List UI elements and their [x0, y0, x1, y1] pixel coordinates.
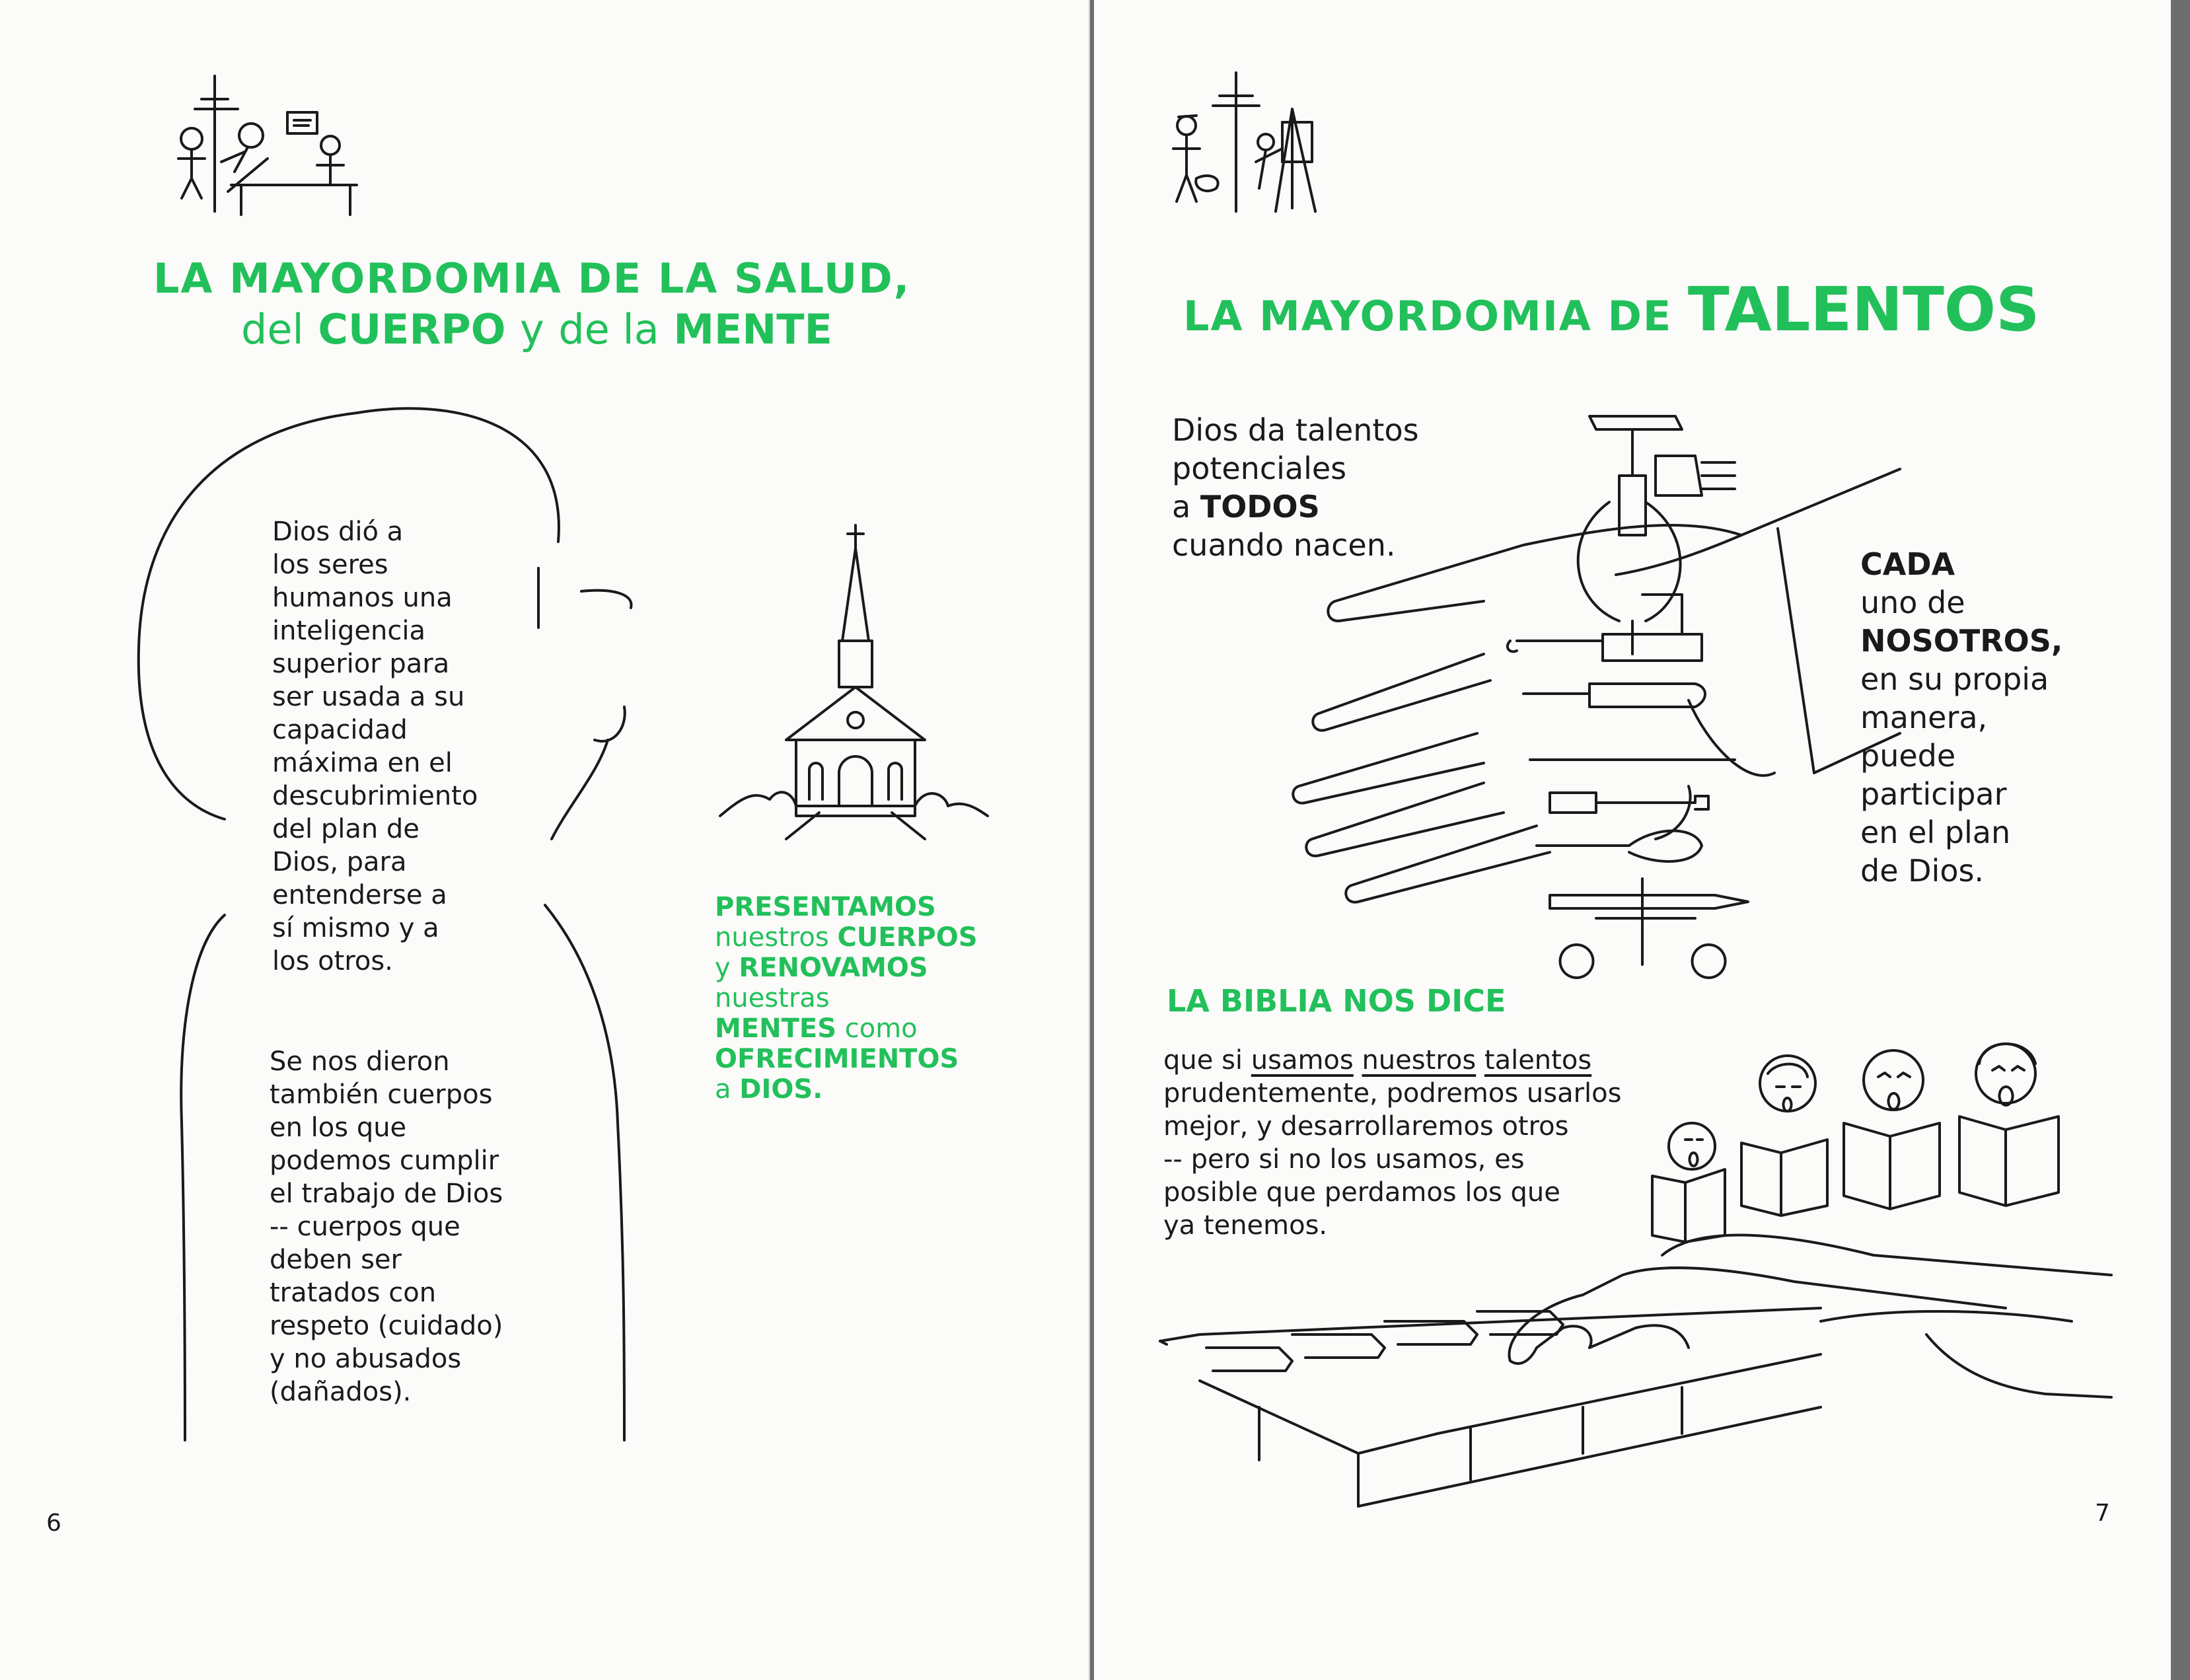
callout-line: nuestras	[715, 983, 830, 1013]
church-icon	[713, 522, 998, 839]
text-line: Dios da talentos	[1172, 412, 1419, 448]
paragraph-intelligence	[272, 515, 478, 978]
piano-hands-icon	[1160, 1235, 2111, 1513]
text-line: puede	[1860, 738, 1956, 774]
choir-icon	[1639, 1024, 2115, 1255]
text-line: posible que perdamos los que	[1163, 1177, 1560, 1208]
callout-part: RENOVAMOS	[739, 953, 928, 983]
text-line	[1163, 1044, 1621, 1077]
left-page	[0, 0, 1090, 1680]
callout-part: MENTES	[715, 1013, 837, 1044]
text-part: nuestros	[1362, 1045, 1477, 1076]
text-line: capacidad	[272, 715, 408, 745]
text-line: del plan de	[272, 814, 420, 844]
text-line: prudentemente, podremos usarlos	[1163, 1078, 1622, 1109]
text-line: Dios dió a	[272, 517, 404, 547]
title-del: del	[241, 305, 304, 353]
callout-part: y	[715, 953, 739, 983]
text-line: tratados con	[270, 1278, 437, 1308]
text-line: también cuerpos	[270, 1079, 493, 1110]
text-line: cuando nacen.	[1172, 527, 1396, 563]
callout-line	[715, 953, 978, 983]
text-part: usamos	[1251, 1045, 1354, 1076]
text-line: CADA	[1860, 546, 1955, 582]
callout-part: nuestros	[715, 922, 838, 953]
callout-part: DIOS.	[739, 1074, 823, 1105]
text-line: participar	[1860, 776, 2007, 812]
text-line: en el plan	[1860, 815, 2011, 850]
right-page	[1094, 0, 2171, 1680]
text-part: talentos	[1484, 1045, 1592, 1076]
cross-artist-icon	[1160, 69, 1338, 215]
title-main: LA MAYORDOMIA DE	[1183, 292, 1673, 340]
page-number: 7	[2095, 1500, 2110, 1527]
bible-heading: LA BIBLIA NOS DICE	[1167, 983, 1506, 1019]
text-line: de Dios.	[1860, 853, 1985, 889]
text-line: superior para	[272, 649, 450, 679]
text-line: respeto (cuidado)	[270, 1311, 503, 1341]
title-de-la: de la	[558, 305, 659, 353]
text-line: y no abusados	[270, 1344, 462, 1374]
text-line: en los que	[270, 1113, 407, 1143]
title-talents	[1183, 274, 2039, 345]
callout-line	[715, 922, 978, 953]
text-line: (dañados).	[270, 1377, 412, 1407]
title-line-1: LA MAYORDOMIA DE LA SALUD,	[153, 254, 911, 303]
text-part: a	[1172, 489, 1191, 525]
text-line: mejor, y desarrollaremos otros	[1163, 1111, 1569, 1142]
callout-part: como	[836, 1013, 918, 1044]
callout-line: OFRECIMIENTOS	[715, 1044, 959, 1074]
text-line: los seres	[272, 550, 388, 580]
text-line: ya tenemos.	[1163, 1210, 1328, 1241]
page-number: 6	[46, 1510, 61, 1537]
callout-line	[715, 1013, 978, 1044]
text-line: máxima en el	[272, 748, 453, 778]
text-line: inteligencia	[272, 616, 425, 646]
text-line: NOSOTROS,	[1860, 623, 2063, 659]
text-line: -- cuerpos que	[270, 1212, 460, 1242]
text-line: -- pero si no los usamos, es	[1163, 1144, 1525, 1175]
text-line: entenderse a	[272, 880, 447, 910]
text-line: potenciales	[1172, 451, 1347, 486]
text-line: uno de	[1860, 585, 1965, 620]
callout-line: PRESENTAMOS	[715, 892, 936, 922]
side-text	[1860, 545, 2062, 890]
text-line: descubrimiento	[272, 781, 478, 811]
paragraph-bodies	[270, 1045, 503, 1408]
tools-hand-icon	[1286, 403, 1913, 971]
callout-part: a	[715, 1074, 740, 1105]
text-part: que si	[1163, 1045, 1243, 1076]
text-line: ser usada a su	[272, 682, 465, 712]
text-line: el trabajo de Dios	[270, 1179, 503, 1209]
text-line: Se nos dieron	[270, 1046, 450, 1077]
text-line: deben ser	[270, 1245, 402, 1275]
text-line: humanos una	[272, 583, 453, 613]
callout-line	[715, 1074, 978, 1105]
text-line: los otros.	[272, 946, 393, 976]
callout-part: CUERPOS	[837, 922, 978, 953]
bible-text	[1163, 1044, 1621, 1242]
text-line: en su propia	[1860, 661, 2049, 697]
text-part: TODOS	[1200, 489, 1320, 525]
text-line: sí mismo y a	[272, 913, 439, 943]
title-y: y	[520, 305, 544, 353]
title-mente: MENTE	[673, 305, 832, 353]
text-line: Dios, para	[272, 847, 407, 877]
title-cuerpo: CUERPO	[318, 305, 506, 353]
callout-offerings	[715, 892, 978, 1105]
text-line: podemos cumplir	[270, 1146, 499, 1176]
title-talentos: TALENTOS	[1687, 274, 2040, 345]
text-line: manera,	[1860, 700, 1988, 735]
